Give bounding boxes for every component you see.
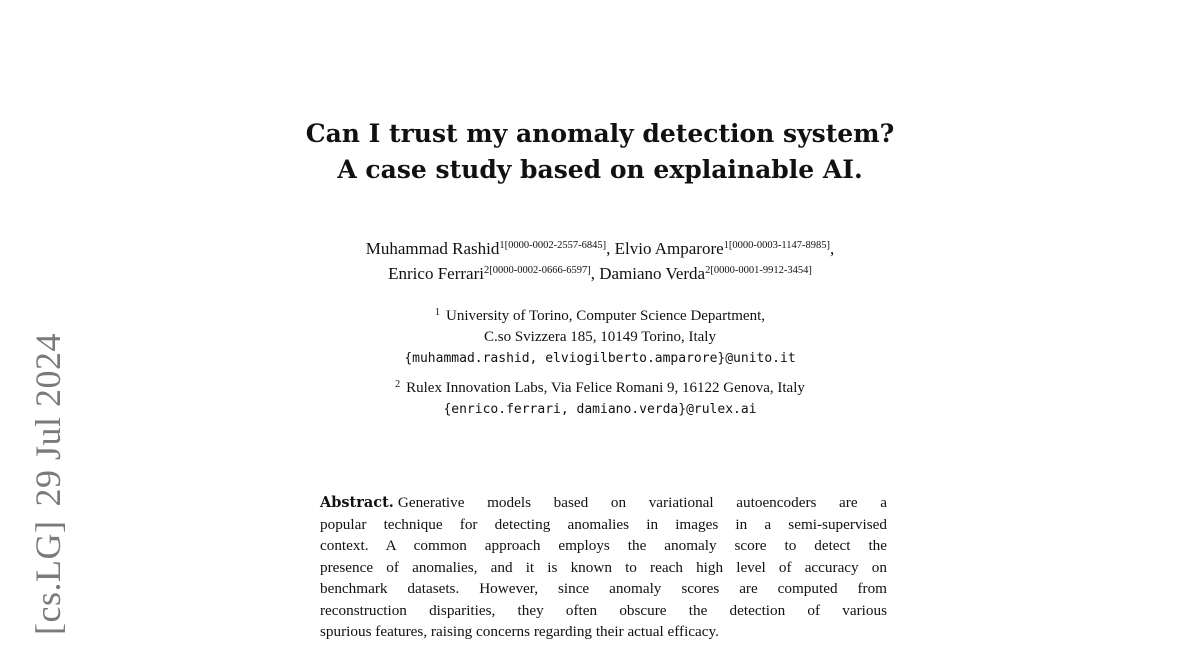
author-orcid: 2[0000-0001-9912-3454] [705,265,812,276]
abstract-line [320,492,887,514]
author-name: Elvio Amparore [614,239,724,258]
abstract-line: popular technique for detecting anomalies in images in a semi-supervised [320,515,887,533]
author-separator: , [606,239,615,258]
author-orcid: 1[0000-0003-1147-8985] [723,240,831,251]
abstract-label: Abstract. [320,494,394,511]
abstract-line: reconstruction disparities, they often obscure the detection of various [320,601,887,619]
affiliation-address: C.so Svizzera 185, 10149 Torino, Italy [484,329,716,345]
affiliation-text: University of Torino, Computer Science Department, [445,308,765,324]
affiliation-marker: 2 [395,379,401,390]
author-line-1 [0,236,1200,261]
affiliation-2 [0,378,1200,420]
author-list [0,236,1200,286]
affiliation-text: Rulex Innovation Labs, Via Felice Romani 9, 16122 Genova, Italy [406,380,805,396]
abstract-line: benchmark datasets. However, since anomaly scores are computed from [320,580,887,597]
abstract-line: spurious features, raising concerns regarding their actual efficacy. [320,623,719,640]
author-line-2 [0,261,1200,286]
affiliation-emails: {muhammad.rashid, elviogilberto.amparore}@unito.it [404,351,796,366]
author-name: Damiano Verda [599,264,706,283]
author-orcid: 1[0000-0002-2557-6845] [499,240,607,251]
author-separator: , [830,239,835,258]
author-orcid: 2[0000-0002-0666-6597] [483,265,591,276]
abstract [320,492,887,643]
abstract-line: presence of anomalies, and it is known to reach high level of accuracy on [320,558,887,576]
title-line-2: A case study based on explainable AI. [337,155,863,184]
arxiv-date: 29 Jul 2024 [28,333,68,507]
paper-title [0,116,1200,188]
affiliation-marker: 1 [434,307,440,318]
affiliation-1 [0,306,1200,369]
affiliation-emails: {enrico.ferrari, damiano.verda}@rulex.ai [443,402,757,417]
abstract-line: context. A common approach employs the anomaly score to detect the [320,537,887,554]
abstract-text: Generative models based on variational autoencoders are a [397,494,887,511]
affiliation-line [0,306,1200,327]
title-line-1: Can I trust my anomaly detection system? [305,119,895,148]
affiliation-line [0,378,1200,399]
author-name: Muhammad Rashid [365,239,500,258]
author-separator: , [590,264,600,283]
author-name: Enrico Ferrari [388,264,484,283]
arxiv-category: [cs.LG] [28,520,68,635]
